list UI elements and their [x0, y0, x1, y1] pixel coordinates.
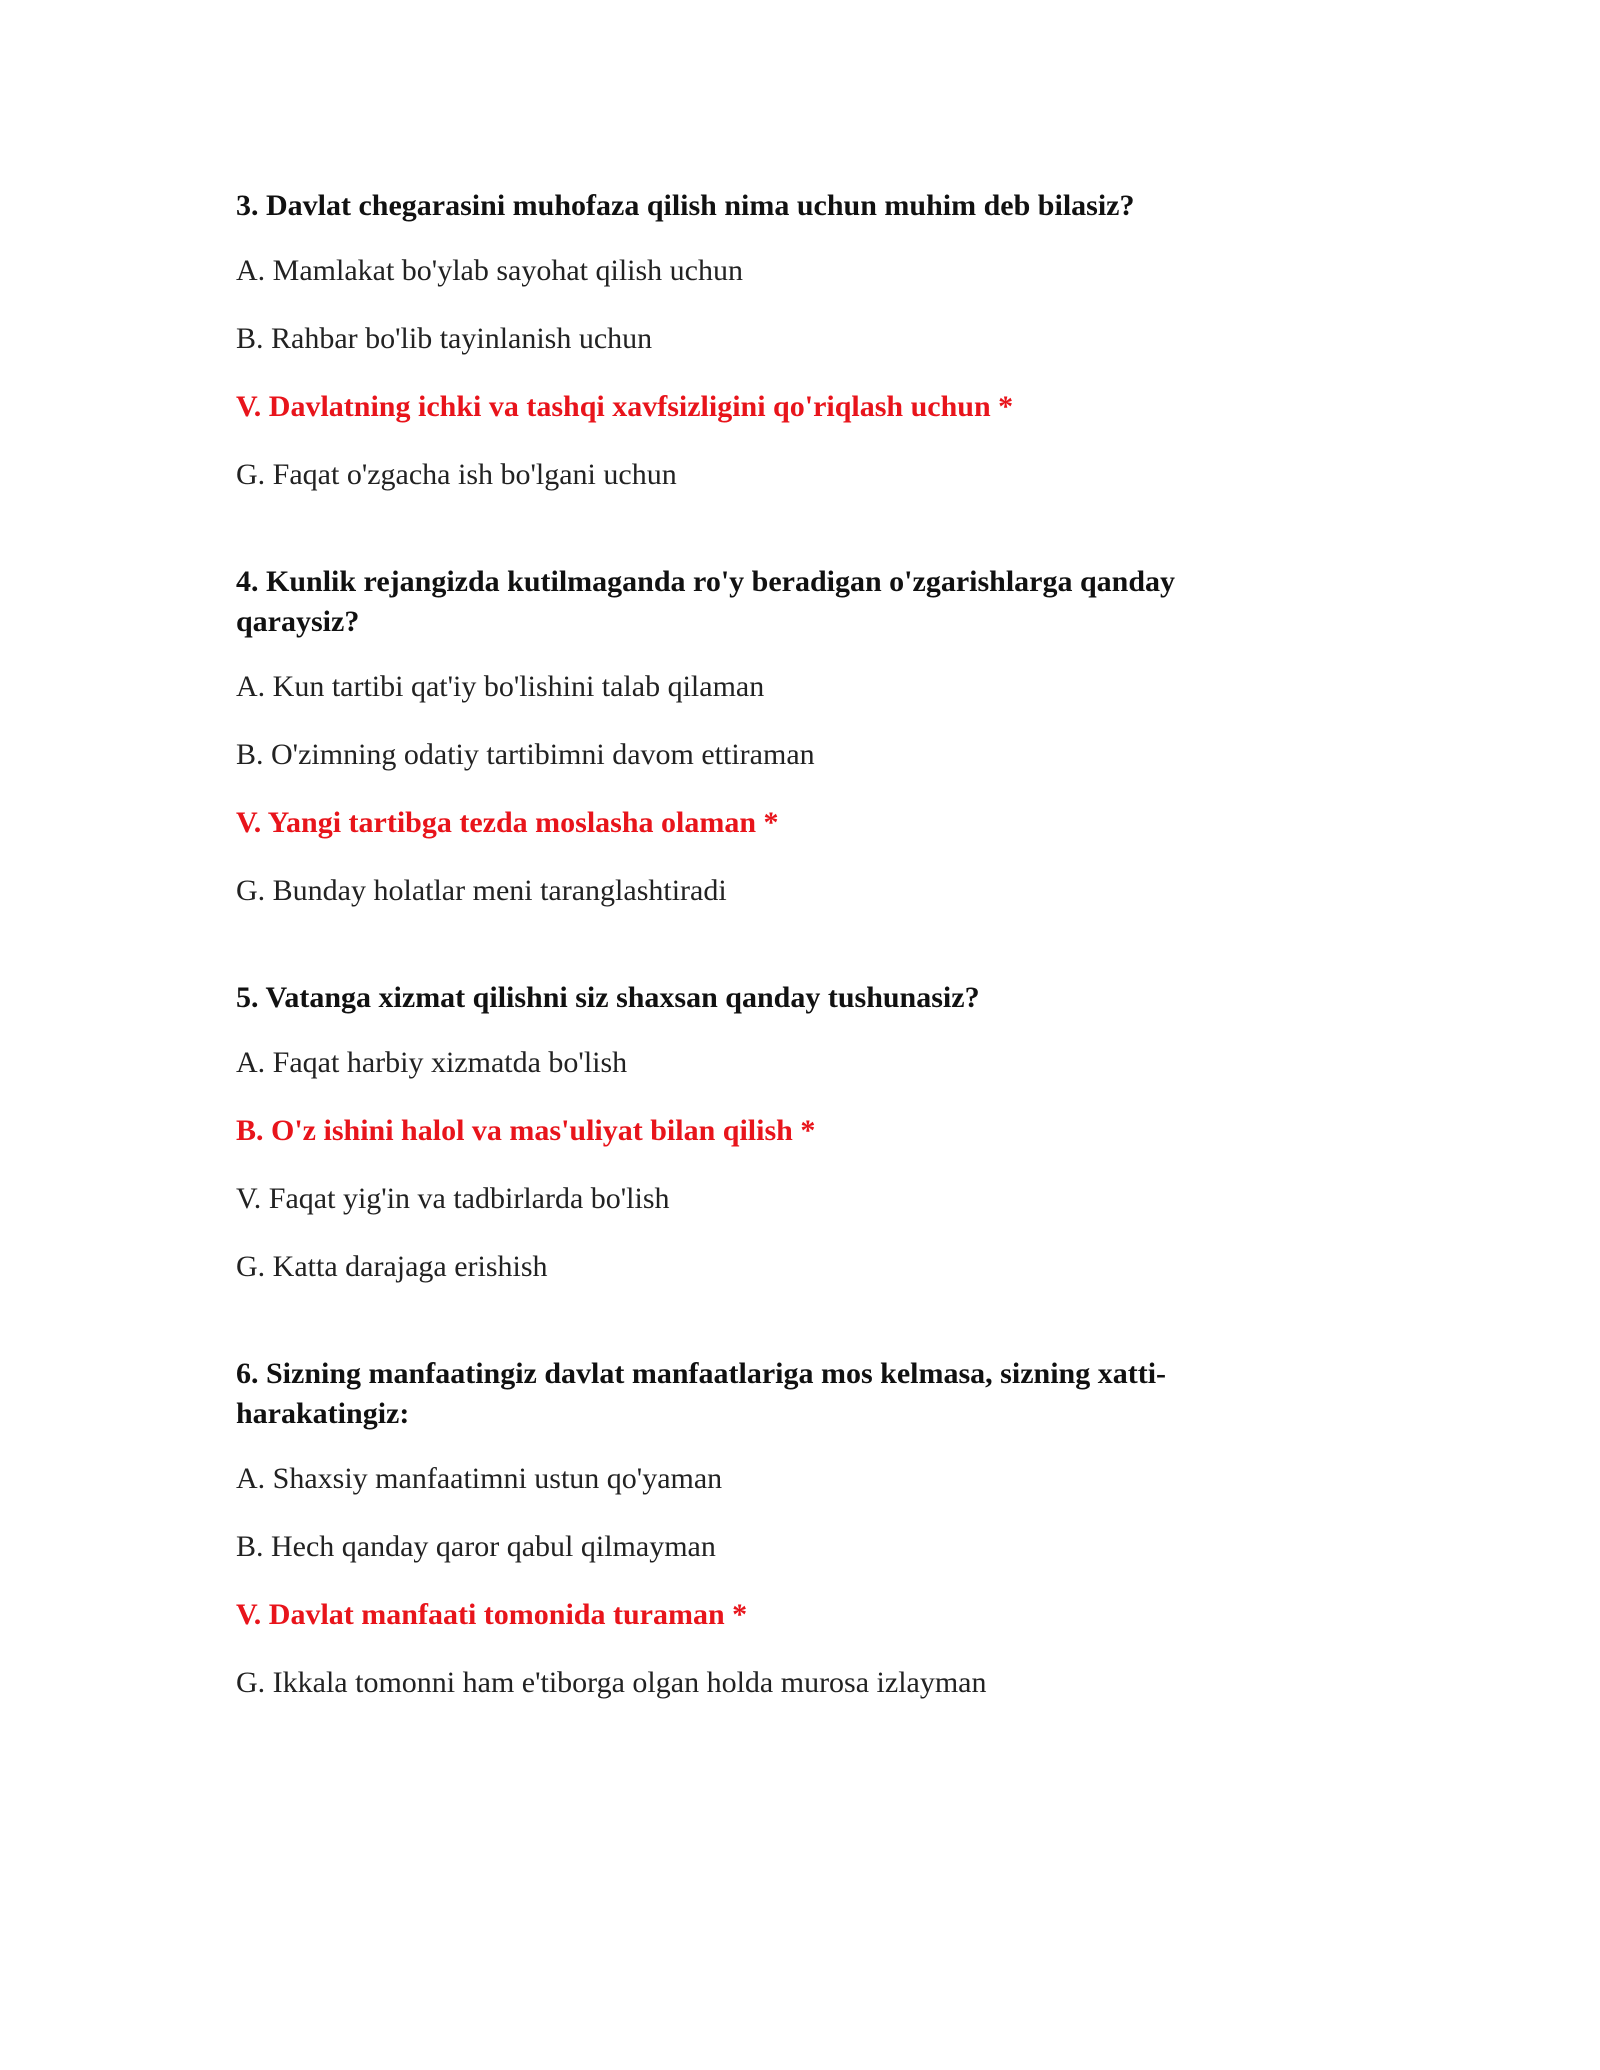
option-g: G. Katta darajaga erishish [236, 1250, 548, 1283]
option-a: A. Mamlakat bo'ylab sayohat qilish uchun [236, 254, 743, 287]
option-b: B. O'zimning odatiy tartibimni davom ettiraman [236, 738, 815, 771]
option-g: G. Bunday holatlar meni taranglashtiradi [236, 874, 727, 907]
quiz-page [236, 186, 1436, 1770]
option-b: B. Rahbar bo'lib tayinlanish uchun [236, 322, 653, 355]
correct-option-v: V. Davlat manfaati tomonida turaman * [236, 1598, 748, 1631]
option-g: G. Faqat o'zgacha ish bo'lgani uchun [236, 458, 677, 491]
correct-option-v: V. Davlatning ichki va tashqi xavfsizligini qo'riqlash uchun * [236, 390, 1014, 423]
option-b: B. Hech qanday qaror qabul qilmayman [236, 1530, 716, 1563]
option-g: G. Ikkala tomonni ham e'tiborga olgan holda murosa izlayman [236, 1666, 987, 1699]
option-v: V. Faqat yig'in va tadbirlarda bo'lish [236, 1182, 670, 1215]
correct-option-v: V. Yangi tartibga tezda moslasha olaman * [236, 806, 779, 839]
question-block-4 [236, 562, 1436, 911]
question-text: 5. Vatanga xizmat qilishni siz shaxsan qanday tushunasiz? [236, 981, 980, 1014]
option-a: A. Shaxsiy manfaatimni ustun qo'yaman [236, 1462, 723, 1495]
option-a: A. Kun tartibi qat'iy bo'lishini talab qilaman [236, 670, 765, 703]
question-block-5 [236, 978, 1436, 1287]
question-text: 6. Sizning manfaatingiz davlat manfaatlariga mos kelmasa, sizning xatti-harakatingiz: [236, 1357, 1167, 1430]
correct-option-b: B. O'z ishini halol va mas'uliyat bilan qilish * [236, 1114, 816, 1147]
question-text: 3. Davlat chegarasini muhofaza qilish nima uchun muhim deb bilasiz? [236, 189, 1135, 222]
question-block-6 [236, 1354, 1436, 1703]
question-text: 4. Kunlik rejangizda kutilmaganda ro'y beradigan o'zgarishlarga qanday qaraysiz? [236, 565, 1176, 638]
question-block-3 [236, 186, 1436, 495]
option-a: A. Faqat harbiy xizmatda bo'lish [236, 1046, 628, 1079]
